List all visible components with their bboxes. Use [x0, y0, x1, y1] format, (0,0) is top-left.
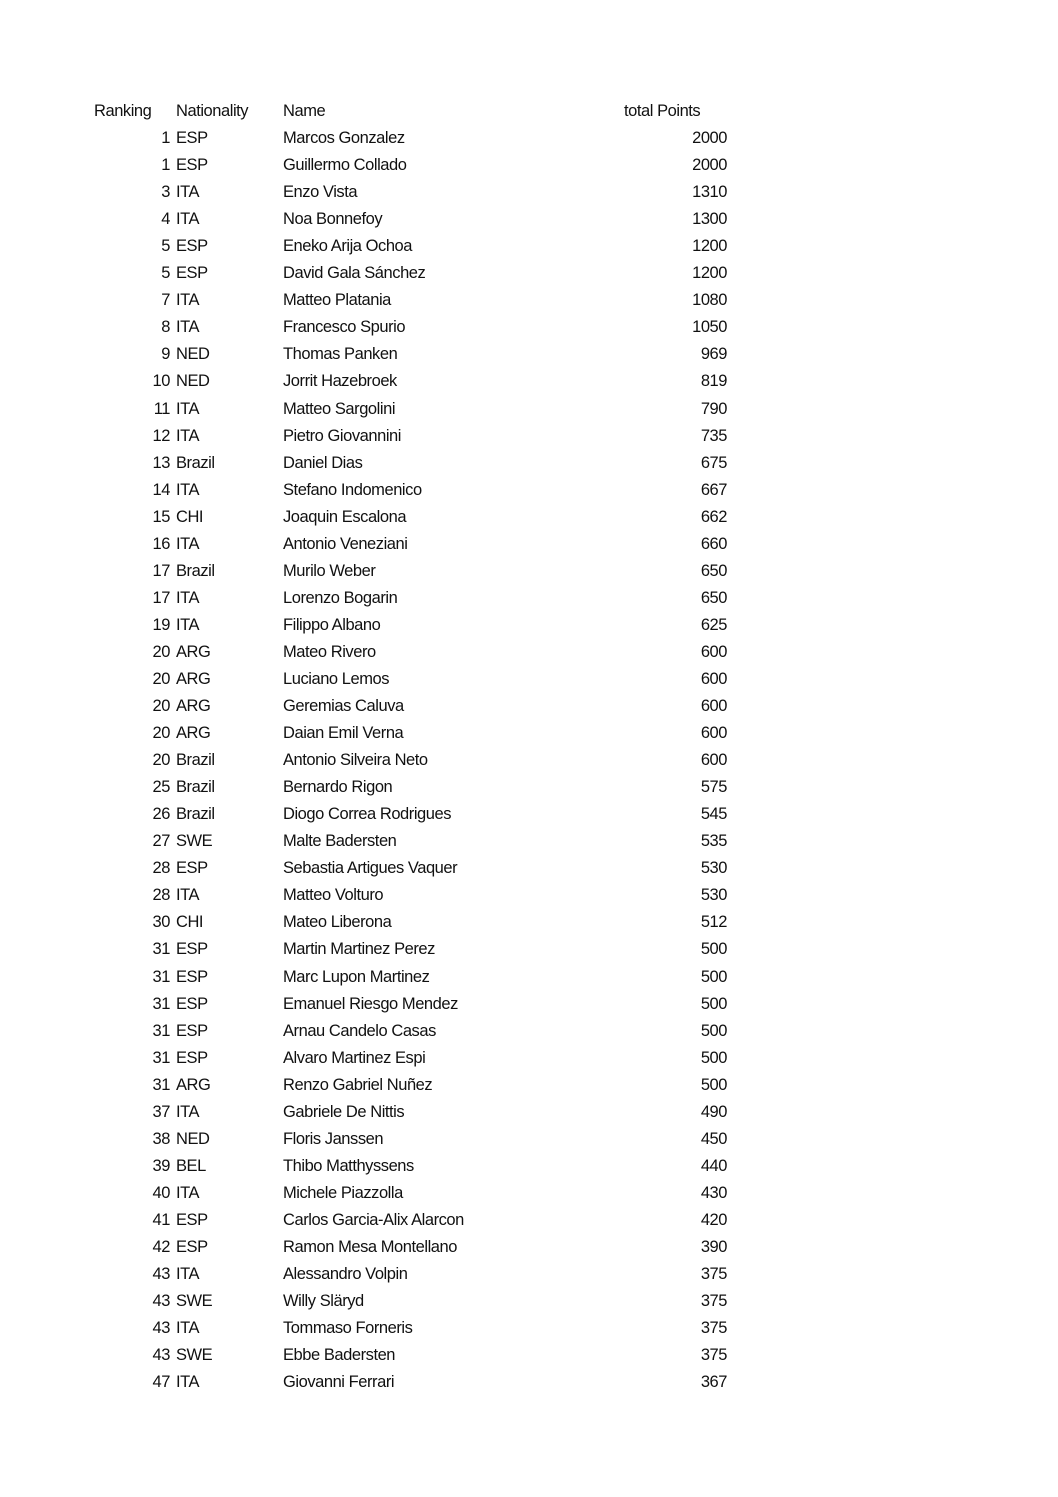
points-cell: 1200 — [692, 264, 727, 283]
nationality-cell: ITA — [176, 1183, 200, 1202]
name-cell: Giovanni Ferrari — [283, 1373, 395, 1392]
points-cell: 535 — [700, 832, 727, 851]
points-cell: 500 — [700, 1048, 727, 1067]
table-row — [0, 341, 1058, 368]
ranking-cell: 1 — [161, 156, 170, 175]
table-row — [0, 125, 1058, 152]
points-cell: 650 — [700, 561, 727, 580]
name-cell: Antonio Veneziani — [283, 534, 408, 553]
name-cell: Mateo Liberona — [283, 913, 392, 932]
ranking-cell: 11 — [153, 399, 170, 418]
ranking-cell: 5 — [161, 264, 170, 283]
table-row — [0, 882, 1058, 909]
table-row — [0, 1315, 1058, 1342]
name-cell: Arnau Candelo Casas — [283, 1021, 436, 1040]
points-cell: 735 — [700, 426, 727, 445]
points-cell: 450 — [700, 1129, 727, 1148]
nationality-cell: ITA — [176, 183, 200, 202]
points-cell: 675 — [700, 453, 727, 472]
ranking-cell: 30 — [152, 913, 170, 932]
ranking-cell: 15 — [152, 507, 170, 526]
ranking-cell: 17 — [152, 588, 170, 607]
name-cell: Matteo Platania — [283, 291, 391, 310]
points-cell: 500 — [700, 1021, 727, 1040]
points-cell: 600 — [700, 751, 727, 770]
ranking-cell: 31 — [152, 1048, 170, 1067]
ranking-cell: 20 — [152, 669, 170, 688]
name-cell: Murilo Weber — [283, 561, 376, 580]
nationality-cell: ARG — [176, 1075, 211, 1094]
table-row — [0, 1045, 1058, 1072]
nationality-cell: BEL — [176, 1156, 206, 1175]
table-row — [0, 1342, 1058, 1369]
points-cell: 500 — [700, 1075, 727, 1094]
nationality-cell: NED — [176, 1129, 210, 1148]
table-row — [0, 1126, 1058, 1153]
table-row — [0, 1369, 1058, 1396]
ranking-cell: 19 — [152, 615, 170, 634]
table-row — [0, 206, 1058, 233]
ranking-cell: 31 — [152, 967, 170, 986]
nationality-cell: ARG — [176, 642, 211, 661]
points-cell: 819 — [700, 372, 727, 391]
ranking-cell: 38 — [152, 1129, 170, 1148]
name-cell: Thomas Panken — [283, 345, 398, 364]
nationality-cell: ITA — [176, 399, 200, 418]
ranking-cell: 41 — [152, 1210, 170, 1229]
nationality-cell: ARG — [176, 724, 211, 743]
ranking-cell: 25 — [152, 778, 170, 797]
name-cell: Michele Piazzolla — [283, 1183, 403, 1202]
table-row — [0, 612, 1058, 639]
name-cell: Sebastia Artigues Vaquer — [283, 859, 458, 878]
table-row — [0, 1288, 1058, 1315]
nationality-cell: ITA — [176, 291, 200, 310]
points-cell: 500 — [700, 994, 727, 1013]
table-row — [0, 720, 1058, 747]
nationality-cell: ARG — [176, 669, 211, 688]
table-row — [0, 991, 1058, 1018]
points-cell: 500 — [700, 940, 727, 959]
header-ranking: Ranking — [94, 102, 152, 120]
table-row — [0, 152, 1058, 179]
ranking-table — [0, 98, 1058, 1396]
name-cell: Diogo Correa Rodrigues — [283, 805, 452, 824]
table-row — [0, 531, 1058, 558]
points-cell: 790 — [700, 399, 727, 418]
ranking-cell: 12 — [152, 426, 170, 445]
nationality-cell: ESP — [176, 940, 208, 959]
name-cell: Francesco Spurio — [283, 318, 406, 337]
points-cell: 390 — [700, 1237, 727, 1256]
nationality-cell: Brazil — [176, 453, 215, 472]
points-cell: 420 — [700, 1210, 727, 1229]
name-cell: Ebbe Badersten — [283, 1346, 396, 1365]
ranking-cell: 42 — [152, 1237, 170, 1256]
table-row — [0, 179, 1058, 206]
nationality-cell: SWE — [176, 1292, 213, 1311]
table-row — [0, 1099, 1058, 1126]
name-cell: Martin Martinez Perez — [283, 940, 435, 959]
table-row — [0, 936, 1058, 963]
table-row — [0, 1207, 1058, 1234]
nationality-cell: ITA — [176, 426, 200, 445]
ranking-cell: 40 — [152, 1183, 170, 1202]
ranking-cell: 43 — [152, 1346, 170, 1365]
nationality-cell: ITA — [176, 480, 200, 499]
table-row — [0, 1261, 1058, 1288]
name-cell: Lorenzo Bogarin — [283, 588, 398, 607]
table-row — [0, 423, 1058, 450]
points-cell: 600 — [700, 724, 727, 743]
name-cell: Guillermo Collado — [283, 156, 407, 175]
points-cell: 625 — [700, 615, 727, 634]
name-cell: Tommaso Forneris — [283, 1319, 413, 1338]
ranking-cell: 20 — [152, 751, 170, 770]
name-cell: Renzo Gabriel Nuñez — [283, 1075, 433, 1094]
name-cell: Daniel Dias — [283, 453, 363, 472]
nationality-cell: ESP — [176, 994, 208, 1013]
nationality-cell: ITA — [176, 1265, 200, 1284]
name-cell: Carlos Garcia-Alix Alarcon — [283, 1210, 464, 1229]
nationality-cell: ESP — [176, 1021, 208, 1040]
name-cell: Malte Badersten — [283, 832, 397, 851]
table-row — [0, 666, 1058, 693]
ranking-cell: 20 — [152, 697, 170, 716]
table-row — [0, 1072, 1058, 1099]
ranking-cell: 26 — [152, 805, 170, 824]
nationality-cell: ESP — [176, 1048, 208, 1067]
table-row — [0, 1180, 1058, 1207]
nationality-cell: SWE — [176, 1346, 213, 1365]
nationality-cell: ESP — [176, 967, 208, 986]
table-row — [0, 909, 1058, 936]
points-cell: 375 — [700, 1265, 727, 1284]
name-cell: Eneko Arija Ochoa — [283, 237, 413, 256]
name-cell: Enzo Vista — [283, 183, 358, 202]
table-row — [0, 1018, 1058, 1045]
nationality-cell: CHI — [176, 913, 204, 932]
name-cell: Antonio Silveira Neto — [283, 751, 428, 770]
nationality-cell: ITA — [176, 210, 200, 229]
nationality-cell: ITA — [176, 1319, 200, 1338]
table-row — [0, 855, 1058, 882]
header-total-points: total Points — [624, 102, 701, 120]
table-row — [0, 504, 1058, 531]
ranking-cell: 28 — [152, 886, 170, 905]
table-row — [0, 477, 1058, 504]
ranking-cell: 31 — [152, 940, 170, 959]
ranking-cell: 31 — [152, 1021, 170, 1040]
points-cell: 430 — [700, 1183, 727, 1202]
points-cell: 600 — [700, 642, 727, 661]
nationality-cell: Brazil — [176, 751, 215, 770]
points-cell: 375 — [700, 1319, 727, 1338]
name-cell: Pietro Giovannini — [283, 426, 402, 445]
points-cell: 660 — [700, 534, 727, 553]
ranking-cell: 10 — [152, 372, 170, 391]
points-cell: 600 — [700, 669, 727, 688]
name-cell: Joaquin Escalona — [283, 507, 407, 526]
name-cell: Luciano Lemos — [283, 669, 390, 688]
ranking-cell: 3 — [161, 183, 170, 202]
ranking-cell: 7 — [161, 291, 170, 310]
nationality-cell: ITA — [176, 615, 200, 634]
nationality-cell: ITA — [176, 1102, 200, 1121]
table-row — [0, 585, 1058, 612]
table-row — [0, 1153, 1058, 1180]
name-cell: Matteo Sargolini — [283, 399, 396, 418]
table-body — [0, 125, 1058, 1396]
table-row — [0, 828, 1058, 855]
nationality-cell: ARG — [176, 697, 211, 716]
ranking-cell: 31 — [152, 994, 170, 1013]
table-row — [0, 368, 1058, 395]
ranking-cell: 43 — [152, 1265, 170, 1284]
points-cell: 530 — [700, 886, 727, 905]
nationality-cell: CHI — [176, 507, 204, 526]
points-cell: 367 — [700, 1373, 727, 1392]
ranking-cell: 47 — [152, 1373, 170, 1392]
name-cell: David Gala Sánchez — [283, 264, 426, 283]
ranking-cell: 28 — [152, 859, 170, 878]
table-row — [0, 774, 1058, 801]
name-cell: Ramon Mesa Montellano — [283, 1237, 457, 1256]
ranking-cell: 39 — [152, 1156, 170, 1175]
table-row — [0, 314, 1058, 341]
points-cell: 2000 — [692, 129, 727, 148]
points-cell: 1310 — [692, 183, 727, 202]
table-row — [0, 260, 1058, 287]
points-cell: 490 — [700, 1102, 727, 1121]
ranking-cell: 43 — [152, 1292, 170, 1311]
name-cell: Filippo Albano — [283, 615, 381, 634]
table-row — [0, 964, 1058, 991]
ranking-cell: 31 — [152, 1075, 170, 1094]
nationality-cell: ITA — [176, 318, 200, 337]
ranking-cell: 4 — [161, 210, 170, 229]
nationality-cell: ESP — [176, 156, 208, 175]
name-cell: Geremias Caluva — [283, 697, 404, 716]
points-cell: 2000 — [692, 156, 727, 175]
name-cell: Bernardo Rigon — [283, 778, 393, 797]
nationality-cell: ITA — [176, 1373, 200, 1392]
ranking-cell: 17 — [152, 561, 170, 580]
table-row — [0, 801, 1058, 828]
points-cell: 1050 — [692, 318, 727, 337]
ranking-cell: 14 — [152, 480, 170, 499]
nationality-cell: Brazil — [176, 778, 215, 797]
ranking-cell: 13 — [152, 453, 170, 472]
nationality-cell: ESP — [176, 129, 208, 148]
name-cell: Gabriele De Nittis — [283, 1102, 405, 1121]
table-row — [0, 747, 1058, 774]
header-name: Name — [283, 102, 326, 120]
points-cell: 969 — [700, 345, 727, 364]
nationality-cell: Brazil — [176, 561, 215, 580]
points-cell: 575 — [700, 778, 727, 797]
name-cell: Willy Släryd — [283, 1292, 364, 1311]
nationality-cell: ITA — [176, 886, 200, 905]
table-row — [0, 233, 1058, 260]
nationality-cell: ESP — [176, 859, 208, 878]
ranking-cell: 5 — [161, 237, 170, 256]
points-cell: 1200 — [692, 237, 727, 256]
ranking-cell: 43 — [152, 1319, 170, 1338]
points-cell: 650 — [700, 588, 727, 607]
points-cell: 662 — [700, 507, 727, 526]
points-cell: 375 — [700, 1292, 727, 1311]
ranking-cell: 27 — [152, 832, 170, 851]
name-cell: Thibo Matthyssens — [283, 1156, 414, 1175]
table-row — [0, 396, 1058, 423]
points-cell: 667 — [700, 480, 727, 499]
ranking-cell: 37 — [152, 1102, 170, 1121]
table-row — [0, 558, 1058, 585]
name-cell: Alessandro Volpin — [283, 1265, 408, 1284]
ranking-cell: 8 — [161, 318, 170, 337]
points-cell: 600 — [700, 697, 727, 716]
nationality-cell: ESP — [176, 1210, 208, 1229]
ranking-cell: 16 — [152, 534, 170, 553]
table-row — [0, 693, 1058, 720]
nationality-cell: ESP — [176, 237, 208, 256]
name-cell: Mateo Rivero — [283, 642, 376, 661]
ranking-cell: 20 — [152, 724, 170, 743]
points-cell: 440 — [700, 1156, 727, 1175]
points-cell: 1300 — [692, 210, 727, 229]
name-cell: Daian Emil Verna — [283, 724, 404, 743]
points-cell: 375 — [700, 1346, 727, 1365]
table-row — [0, 287, 1058, 314]
name-cell: Emanuel Riesgo Mendez — [283, 994, 458, 1013]
points-cell: 1080 — [692, 291, 727, 310]
table-row — [0, 450, 1058, 477]
nationality-cell: SWE — [176, 832, 213, 851]
ranking-cell: 20 — [152, 642, 170, 661]
points-cell: 530 — [700, 859, 727, 878]
name-cell: Marcos Gonzalez — [283, 129, 405, 148]
name-cell: Noa Bonnefoy — [283, 210, 383, 229]
nationality-cell: ITA — [176, 534, 200, 553]
nationality-cell: ITA — [176, 588, 200, 607]
header-row — [0, 98, 1058, 125]
name-cell: Matteo Volturo — [283, 886, 384, 905]
points-cell: 512 — [700, 913, 727, 932]
name-cell: Stefano Indomenico — [283, 480, 422, 499]
table-row — [0, 639, 1058, 666]
ranking-cell: 9 — [161, 345, 170, 364]
nationality-cell: NED — [176, 372, 210, 391]
nationality-cell: Brazil — [176, 805, 215, 824]
name-cell: Jorrit Hazebroek — [283, 372, 397, 391]
name-cell: Marc Lupon Martinez — [283, 967, 430, 986]
name-cell: Floris Janssen — [283, 1129, 384, 1148]
points-cell: 545 — [700, 805, 727, 824]
table-row — [0, 1234, 1058, 1261]
ranking-cell: 1 — [161, 129, 170, 148]
nationality-cell: NED — [176, 345, 210, 364]
header-nationality: Nationality — [176, 102, 249, 120]
nationality-cell: ESP — [176, 1237, 208, 1256]
name-cell: Alvaro Martinez Espi — [283, 1048, 426, 1067]
nationality-cell: ESP — [176, 264, 208, 283]
points-cell: 500 — [700, 967, 727, 986]
